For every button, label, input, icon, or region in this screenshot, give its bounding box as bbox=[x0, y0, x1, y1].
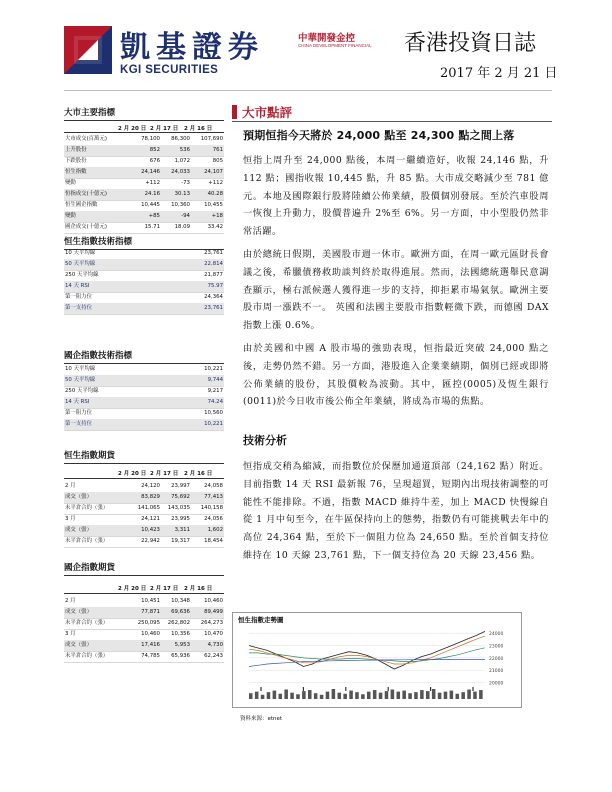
row-label: 10 天平均線 bbox=[65, 366, 96, 372]
row-label: 10 天平均線 bbox=[65, 250, 96, 256]
row-label: 未平倉合約（張） bbox=[65, 620, 109, 626]
row-label: 國企成交(十億元) bbox=[65, 224, 107, 230]
volume-bar bbox=[397, 692, 401, 699]
row-value: 10,460 bbox=[204, 598, 223, 604]
chart-title: 恒生指數走勢圖 bbox=[238, 616, 284, 624]
row-value: 1,072 bbox=[174, 158, 190, 164]
row-value: 107,690 bbox=[200, 136, 223, 142]
row-label: 未平倉合約（張） bbox=[65, 538, 109, 544]
volume-bar bbox=[338, 693, 342, 699]
volume-bar bbox=[414, 692, 418, 699]
row-label: 恒生指數 bbox=[65, 169, 87, 175]
y-tick-label: 20000 bbox=[489, 681, 504, 687]
row-value: 40.28 bbox=[207, 191, 223, 197]
section-marker bbox=[232, 105, 237, 119]
row-value: 262,802 bbox=[167, 620, 190, 626]
row-value: +18 bbox=[211, 213, 223, 219]
row-value: 77,413 bbox=[204, 494, 223, 500]
row-label: 2 月 bbox=[65, 483, 76, 489]
row-value: 18.09 bbox=[174, 224, 190, 230]
row-label: 變動 bbox=[65, 213, 76, 219]
row-value: 83,829 bbox=[141, 494, 160, 500]
column-header: 2 月 16 日 bbox=[184, 471, 213, 477]
row-value: 10,445 bbox=[141, 202, 160, 208]
row-value: 264,273 bbox=[200, 620, 223, 626]
row-value: 143,035 bbox=[167, 505, 190, 511]
column-header: 2 月 16 日 bbox=[184, 586, 213, 592]
row-label: 250 天平均線 bbox=[65, 272, 99, 278]
volume-bar bbox=[349, 691, 353, 699]
row-value: 17,416 bbox=[141, 642, 160, 648]
row-value: 23,761 bbox=[204, 250, 223, 256]
row-label: 250 天平均線 bbox=[65, 388, 99, 394]
row-value: -73 bbox=[181, 180, 190, 186]
row-label: 上升股份 bbox=[65, 147, 87, 153]
row-value: 24,033 bbox=[171, 169, 190, 175]
column-header: 2 月 17 日 bbox=[150, 126, 179, 132]
table-row bbox=[64, 419, 224, 431]
column-header: 2 月 20 日 bbox=[118, 471, 147, 477]
section-divider bbox=[232, 121, 552, 122]
volume-bar bbox=[373, 690, 377, 699]
row-value: 75.97 bbox=[207, 283, 223, 289]
row-label: 3 月 bbox=[65, 631, 76, 637]
row-label: 下跌股份 bbox=[65, 158, 87, 164]
row-value: 10,470 bbox=[204, 631, 223, 637]
report-title: 香港投資日誌 bbox=[404, 31, 537, 56]
row-value: 86,300 bbox=[171, 136, 190, 142]
row-label: 恒指成交(十億元) bbox=[65, 191, 107, 197]
row-value: 10,455 bbox=[204, 202, 223, 208]
row-label: 恒生國企指數 bbox=[65, 202, 98, 208]
table-row bbox=[64, 651, 224, 663]
volume-bar bbox=[479, 690, 483, 699]
row-value: 74,785 bbox=[141, 653, 160, 659]
market-indicators-title: 大市主要指標 bbox=[64, 106, 224, 121]
volume-bar bbox=[302, 691, 306, 699]
row-label: 成交（張） bbox=[65, 609, 92, 615]
row-value: 10,360 bbox=[171, 202, 190, 208]
volume-bar bbox=[379, 693, 383, 699]
row-value: 10,348 bbox=[171, 598, 190, 604]
row-value: 4,730 bbox=[207, 642, 223, 648]
volume-bar bbox=[467, 690, 471, 699]
table-row bbox=[64, 222, 224, 234]
row-value: 23,997 bbox=[171, 483, 190, 489]
column-header: 2 月 17 日 bbox=[150, 471, 179, 477]
commentary-headline: 預期恒指今天將於 24,000 點至 24,300 點之間上落 bbox=[243, 129, 515, 142]
row-label: 成交（張） bbox=[65, 494, 92, 500]
row-label: 成交（張） bbox=[65, 642, 92, 648]
partner-logo-text: 中華開發金控 bbox=[298, 33, 356, 44]
row-label: 第一阻力位 bbox=[65, 294, 92, 300]
row-value: 24,058 bbox=[204, 483, 223, 489]
row-value: 10,221 bbox=[204, 366, 223, 372]
row-value: 22,942 bbox=[141, 538, 160, 544]
volume-bar bbox=[461, 692, 465, 699]
row-label: 50 天平均線 bbox=[65, 377, 96, 383]
kgi-logo-mark bbox=[64, 26, 112, 74]
row-value: +112 bbox=[208, 180, 223, 186]
row-value: -94 bbox=[181, 213, 190, 219]
row-value: 24.16 bbox=[144, 191, 160, 197]
row-value: 536 bbox=[179, 147, 190, 153]
row-value: 24,120 bbox=[141, 483, 160, 489]
column-header: 2 月 16 日 bbox=[184, 126, 213, 132]
volume-bar bbox=[326, 692, 330, 699]
row-value: 10,560 bbox=[204, 410, 223, 416]
volume-bar bbox=[438, 693, 442, 699]
row-value: 23,995 bbox=[171, 516, 190, 522]
row-label: 第一支持位 bbox=[65, 421, 92, 427]
volume-bar bbox=[343, 694, 347, 699]
chart-source: 資料來源：etnet bbox=[240, 716, 283, 722]
row-value: 75,692 bbox=[171, 494, 190, 500]
row-value: 805 bbox=[212, 158, 223, 164]
row-value: +85 bbox=[148, 213, 160, 219]
row-value: 10,356 bbox=[171, 631, 190, 637]
row-label: 14 天 RSI bbox=[65, 399, 90, 405]
volume-bar bbox=[361, 694, 365, 699]
hsi-futures-title: 恒生指數期貨 bbox=[64, 449, 224, 464]
table-rule bbox=[64, 478, 224, 479]
row-value: 3,311 bbox=[174, 527, 190, 533]
partner-logo-en: CHINA DEVELOPMENT FINANCIAL bbox=[298, 43, 372, 48]
row-label: 14 天 RSI bbox=[65, 283, 90, 289]
row-value: 24,146 bbox=[141, 169, 160, 175]
volume-bar bbox=[355, 692, 359, 699]
brand-name-cn: 凱基證券 bbox=[120, 30, 264, 65]
report-date: 2017 年 2 月 21 日 bbox=[440, 66, 558, 81]
row-value: 30.13 bbox=[174, 191, 190, 197]
volume-bar bbox=[267, 692, 271, 699]
brand-name-en: KGI SECURITIES bbox=[120, 64, 219, 76]
row-value: 250,095 bbox=[137, 620, 160, 626]
technical-section-title: 技術分析 bbox=[243, 434, 287, 447]
row-label: 第一支持位 bbox=[65, 305, 92, 311]
row-label: 第一阻力位 bbox=[65, 410, 92, 416]
volume-bar bbox=[444, 692, 448, 699]
row-label: 3 月 bbox=[65, 516, 76, 522]
column-header: 2 月 20 日 bbox=[118, 586, 147, 592]
row-value: 69,636 bbox=[171, 609, 190, 615]
y-tick-label: 23000 bbox=[489, 644, 504, 650]
row-value: 676 bbox=[149, 158, 160, 164]
row-value: 5,953 bbox=[174, 642, 190, 648]
volume-bar bbox=[426, 691, 430, 699]
row-value: 89,499 bbox=[204, 609, 223, 615]
row-value: 77,871 bbox=[141, 609, 160, 615]
row-value: 78,100 bbox=[141, 136, 160, 142]
volume-bar bbox=[255, 692, 259, 699]
technical-paragraph: 恒指成交稍為縮減，而指數位於保歷加通道頂部（24,162 點）附近。目前指數 14 天 RSI 最新報 76，呈現超買，短期內出現技術調整的可能性不能排除。不過，指數 MACD 維持牛差，加上 MACD 快慢線自從 1 月中旬至今，在牛區保持向上的態勢，指數仍有可能挑戰去年中的高位 24,364 點，至於下一個阻力位為 24,650 點。至於首個支持位維持在 10 天線 23,761 點，下一個支持位為 20 天線 23,456 點。 bbox=[243, 461, 549, 561]
volume-bar bbox=[320, 695, 324, 699]
row-value: 21,877 bbox=[204, 272, 223, 278]
volume-bar bbox=[284, 690, 288, 699]
hsi-trend-chart bbox=[233, 613, 519, 705]
row-value: 10,221 bbox=[204, 421, 223, 427]
row-value: 15.71 bbox=[144, 224, 160, 230]
volume-bar bbox=[408, 693, 412, 699]
row-value: 74.24 bbox=[207, 399, 223, 405]
row-value: +112 bbox=[145, 180, 160, 186]
row-value: 141,065 bbox=[137, 505, 160, 511]
y-tick-label: 21000 bbox=[489, 669, 504, 675]
volume-bar bbox=[367, 692, 371, 699]
volume-bar bbox=[279, 694, 283, 699]
commentary-paragraph-3: 由於美國和中國 A 股市場的強勁表現，恒指最近突破 24,000 點之後，走勢仍然不錯。另一方面，港股進入企業業績期，個別已經或即將公佈業績的股份，其股價較為波動。其中，匯控(0005)及恆生銀行(0011)於今日收市後公佈全年業績，將成為市場的焦點。 bbox=[243, 343, 549, 408]
volume-bar bbox=[456, 694, 460, 699]
column-header: 2 月 17 日 bbox=[150, 586, 179, 592]
volume-bar bbox=[473, 692, 477, 699]
table-rule bbox=[64, 593, 224, 594]
row-value: 33.42 bbox=[207, 224, 223, 230]
column-header: 2 月 20 日 bbox=[118, 126, 147, 132]
header-divider bbox=[64, 90, 552, 91]
volume-bar bbox=[420, 690, 424, 699]
row-value: 18,454 bbox=[204, 538, 223, 544]
row-value: 62,243 bbox=[204, 653, 223, 659]
volume-bar bbox=[314, 693, 318, 699]
series-line bbox=[249, 659, 485, 666]
volume-bar bbox=[290, 693, 294, 699]
row-label: 2 月 bbox=[65, 598, 76, 604]
volume-bar bbox=[450, 691, 454, 699]
row-value: 24,107 bbox=[204, 169, 223, 175]
y-tick-label: 22000 bbox=[489, 656, 504, 662]
row-value: 10,423 bbox=[141, 527, 160, 533]
volume-bar bbox=[296, 694, 300, 699]
row-label: 成交（張） bbox=[65, 527, 92, 533]
volume-bar bbox=[391, 690, 395, 699]
commentary-section-title: 大市點評 bbox=[242, 105, 293, 120]
row-value: 9,217 bbox=[207, 388, 223, 394]
hscei-futures-title: 國企指數期貨 bbox=[64, 561, 224, 576]
table-rule bbox=[64, 132, 224, 133]
row-value: 10,460 bbox=[141, 631, 160, 637]
row-value: 761 bbox=[212, 147, 223, 153]
row-value: 65,936 bbox=[171, 653, 190, 659]
row-value: 1,602 bbox=[207, 527, 223, 533]
row-value: 9,744 bbox=[207, 377, 223, 383]
commentary-paragraph-2: 由於總統日假期，美國股市週一休市。歐洲方面，在周一歐元區財長會議之後，希臘債務救助談判終於取得進展。然而，法國總統選舉民意調查顯示，極右派候選人獲得進一步的支持，抑拒累市場氣氛。歐洲主要股市周一漲跌不一。 英國和法國主要股市指數輕微下跌，而德國 DAX 指數上漲 0.6%。 bbox=[243, 249, 549, 332]
y-tick-label: 24000 bbox=[489, 632, 504, 638]
row-value: 24,056 bbox=[204, 516, 223, 522]
table-row bbox=[64, 536, 224, 548]
volume-bar bbox=[332, 689, 336, 699]
row-value: 22,814 bbox=[204, 261, 223, 267]
row-value: 140,158 bbox=[200, 505, 223, 511]
commentary-paragraph-1: 恒指上周升至 24,000 點後，本周一繼續造好，收報 24,146 點，升 112 點；國指收報 10,445 點，升 85 點。大市成交略減少至 781 億元。本地及國際銀行股將陸續公佈業績，股價個別發展。至於汽車股周一恢復上升動力，股價普遍升 2%至 6%。另一方面，中小型股仍然非常活躍。 bbox=[243, 155, 549, 238]
volume-bar bbox=[261, 695, 265, 699]
row-label: 變動 bbox=[65, 180, 76, 186]
hscei-technical-title: 國企指數技術指標 bbox=[64, 349, 224, 364]
row-label: 未平倉合約（張） bbox=[65, 505, 109, 511]
volume-bar bbox=[308, 690, 312, 699]
table-row bbox=[64, 303, 224, 315]
row-value: 10,451 bbox=[141, 598, 160, 604]
volume-bar bbox=[249, 693, 253, 699]
row-value: 19,317 bbox=[171, 538, 190, 544]
hsi-technical-title: 恒生指數技術指標 bbox=[64, 235, 224, 250]
row-label: 50 天平均線 bbox=[65, 261, 96, 267]
row-value: 23,761 bbox=[204, 305, 223, 311]
row-value: 24,364 bbox=[204, 294, 223, 300]
row-label: 大市成交(百萬元) bbox=[65, 136, 107, 142]
volume-bar bbox=[402, 691, 406, 699]
row-value: 24,121 bbox=[141, 516, 160, 522]
row-label: 未平倉合約（張） bbox=[65, 653, 109, 659]
volume-bar bbox=[273, 691, 277, 699]
volume-bar bbox=[432, 689, 436, 699]
volume-bar bbox=[385, 691, 389, 699]
row-value: 852 bbox=[149, 147, 160, 153]
